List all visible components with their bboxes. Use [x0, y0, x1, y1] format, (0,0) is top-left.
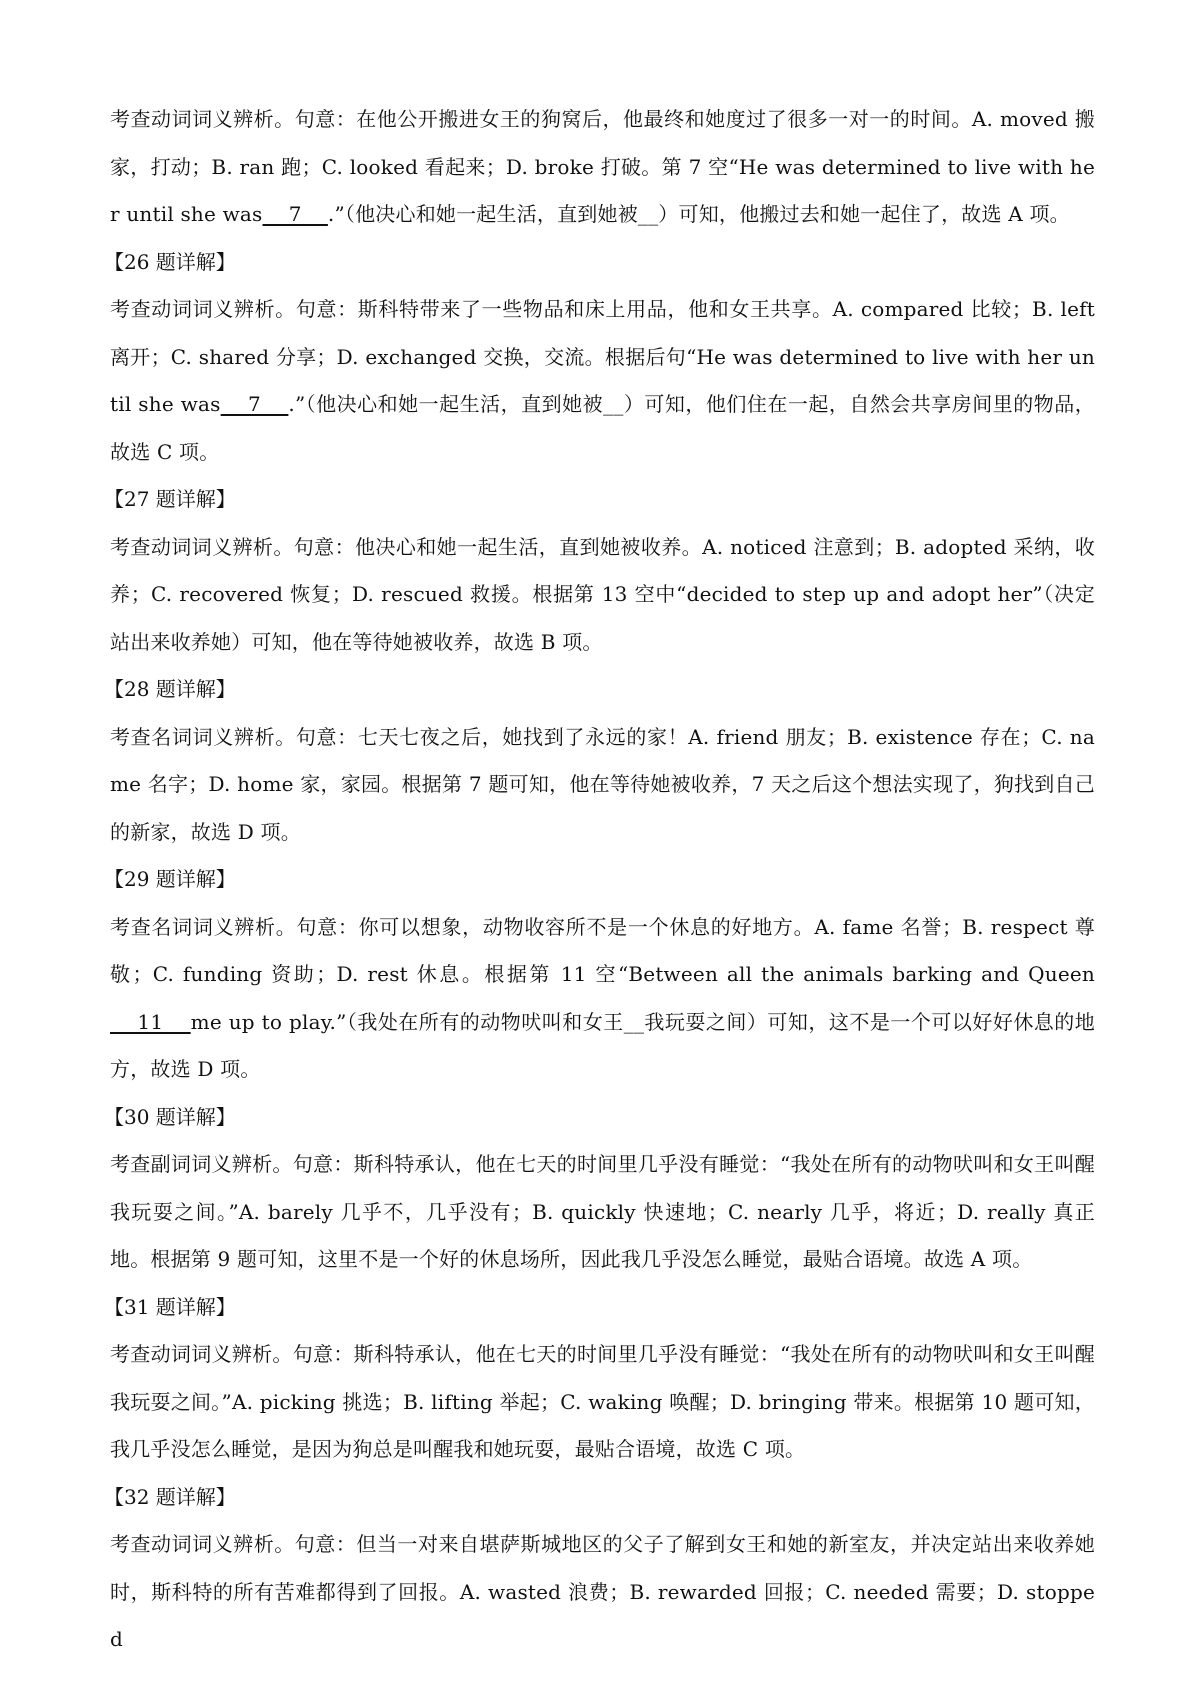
question-heading: 【31 题详解】	[104, 1294, 236, 1319]
explanation-paragraph	[110, 904, 1095, 1094]
blank-number: 7	[220, 392, 289, 416]
paragraph-text: 考查名词词义辨析。句意：七天七夜之后，她找到了永远的家！A. friend 朋友；B. existence 存在；C. name 名字；D. home 家，家园。根据第 7 题可知，他在等待她被收养，7 天之后这个想法实现了，狗找到自己的新家，故选 D 项。	[110, 724, 1095, 844]
question-heading: 【32 题详解】	[104, 1484, 236, 1509]
explanation-paragraph	[110, 714, 1095, 857]
paragraph-text: 考查动词词义辨析。句意：但当一对来自堪萨斯城地区的父子了解到女王和她的新室友，并决定站出来收养她时，斯科特的所有苦难都得到了回报。A. wasted 浪费；B. rewarded 回报；C. needed 需要；D. stopped	[110, 1532, 1095, 1651]
explanation-paragraph	[110, 286, 1095, 476]
paragraph-text: 考查动词词义辨析。句意：他决心和她一起生活，直到她被收养。A. noticed 注意到；B. adopted 采纳，收养；C. recovered 恢复；D. rescued 救援。根据第 13 空中“decided to step up and adopt her”（决定站出来收养她）可知，他在等待她被收养，故选 B 项。	[110, 534, 1095, 654]
blank-number: 11	[110, 1009, 191, 1034]
paragraph-text: 考查动词词义辨析。句意：斯科特承认，他在七天的时间里几乎没有睡觉：“我处在所有的动物吠叫和女王叫醒我玩耍之间。”A. picking 挑选；B. lifting 举起；C. waking 唤醒；D. bringing 带来。根据第 10 题可知，我几乎没怎么睡觉，是因为狗总是叫醒我和她玩耍，最贴合语境，故选 C 项。	[110, 1342, 1095, 1461]
document-page	[104, 96, 1095, 1664]
question-heading: 【28 题详解】	[104, 677, 236, 701]
question-heading: 【27 题详解】	[104, 487, 236, 511]
paragraph-text: .”（他决心和她一起生活，直到她被__）可知，他搬过去和她一起住了，故选 A 项。	[327, 202, 1070, 226]
paragraph-text: 考查副词词义辨析。句意：斯科特承认，他在七天的时间里几乎没有睡觉：“我处在所有的动物吠叫和女王叫醒我玩耍之间。”A. barely 几乎不，几乎没有；B. quickly 快速地；C. nearly 几乎，将近；D. really 真正地。根据第 9 题可知，这里不是一个好的休息场所，因此我几乎没怎么睡觉，最贴合语境。故选 A 项。	[110, 1152, 1095, 1271]
blank-number: 7	[262, 202, 328, 226]
explanation-paragraph	[110, 1141, 1095, 1284]
explanation-paragraph	[110, 1331, 1095, 1474]
explanation-paragraph	[110, 1521, 1095, 1664]
paragraph-text: 考查名词词义辨析。句意：你可以想象，动物收容所不是一个休息的好地方。A. fame 名誉；B. respect 尊敬；C. funding 资助；D. rest 休息。根据第 11 空“Between all the animals barking and Queen	[110, 914, 1095, 986]
explanation-paragraph	[110, 524, 1095, 667]
question-heading: 【26 题详解】	[104, 249, 236, 274]
paragraph-text: .”（他决心和她一起生活，直到她被__）可知，他们住在一起，自然会共享房间里的物品，故选 C 项。	[110, 392, 1095, 464]
question-heading: 【30 题详解】	[104, 1104, 236, 1129]
paragraph-text: me up to play.”（我处在所有的动物吠叫和女王__我玩耍之间）可知，这不是一个可以好好休息的地方，故选 D 项。	[110, 1009, 1095, 1081]
paragraph-text: 考查动词词义辨析。句意：斯科特带来了一些物品和床上用品，他和女王共享。A. compared 比较；B. left 离开；C. shared 分享；D. exchanged 交换，交流。根据后句“He was determined to live with her until she was	[110, 297, 1095, 416]
question-heading: 【29 题详解】	[104, 867, 236, 891]
paragraph-text: 考查动词词义辨析。句意：在他公开搬进女王的狗窝后，他最终和她度过了很多一对一的时间。A. moved 搬家，打动；B. ran 跑；C. looked 看起来；D. broke 打破。第 7 空“He was determined to live with her until she was	[110, 107, 1095, 226]
explanation-paragraph	[110, 96, 1095, 239]
